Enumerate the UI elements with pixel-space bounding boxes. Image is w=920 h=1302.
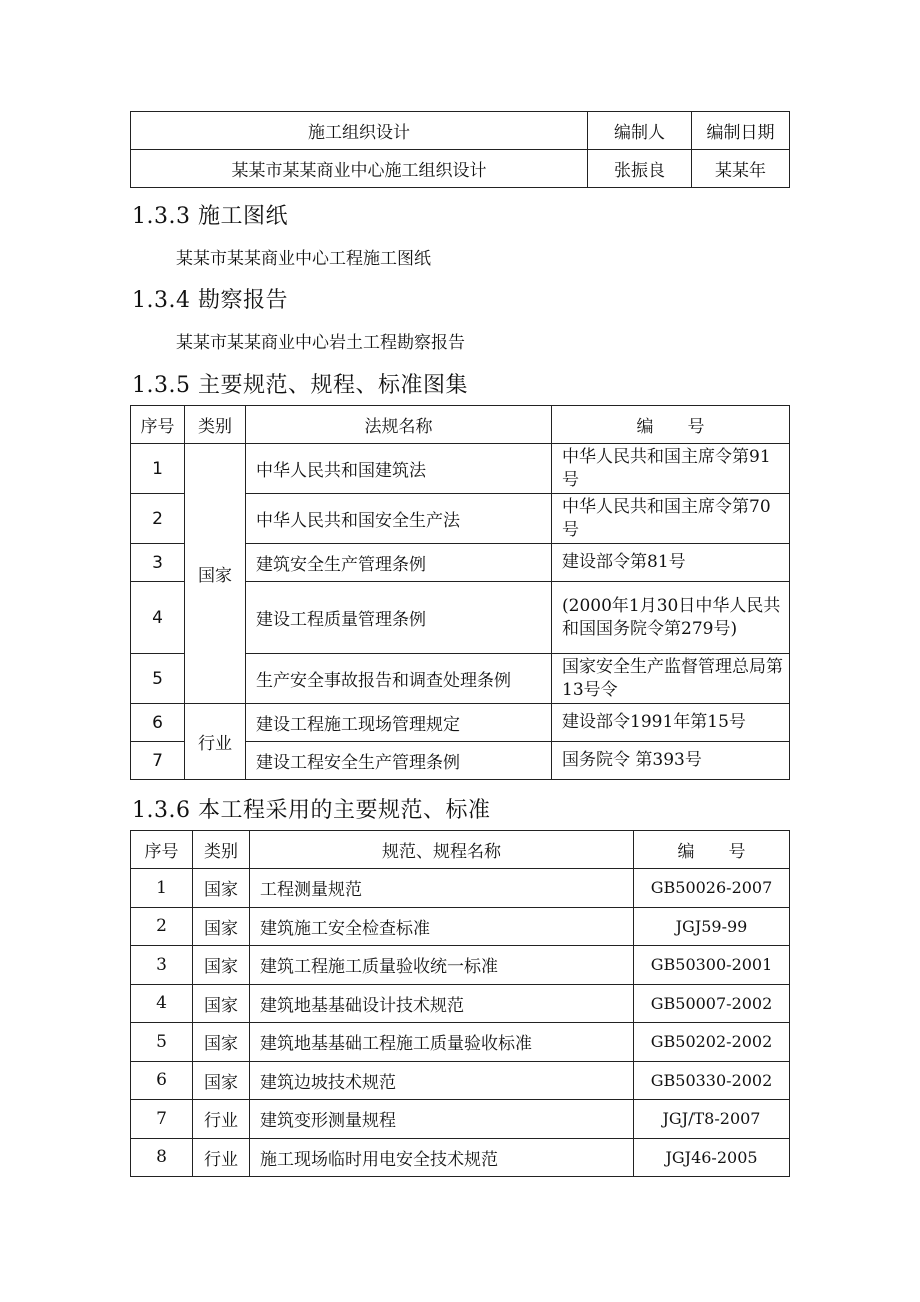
table-row <box>131 869 790 908</box>
doc-date-cell: 某某年 <box>692 150 790 188</box>
row-number: 2 <box>131 494 185 544</box>
row-number: 3 <box>131 544 185 582</box>
row-number: 6 <box>131 704 185 742</box>
standard-code: JGJ46-2005 <box>634 1138 790 1177</box>
table-row <box>131 1138 790 1177</box>
header-cell: 施工组织设计 <box>131 112 588 150</box>
row-number: 1 <box>131 869 193 908</box>
standard-code: JGJ59-99 <box>634 907 790 946</box>
category-cell: 国家 <box>193 984 250 1023</box>
row-number: 3 <box>131 946 193 985</box>
category-cell: 国家 <box>193 1061 250 1100</box>
row-number: 8 <box>131 1138 193 1177</box>
header-cell: 法规名称 <box>246 406 552 444</box>
law-code: 中华人民共和国主席令第70号 <box>552 494 790 544</box>
table-row <box>131 444 790 494</box>
category-cell-industry: 行业 <box>185 704 246 780</box>
laws-header-row <box>131 406 790 444</box>
standard-code: GB50330-2002 <box>634 1061 790 1100</box>
law-code: (2000年1月30日中华人民共和国国务院令第279号) <box>552 582 790 654</box>
category-cell: 国家 <box>193 946 250 985</box>
category-cell-national: 国家 <box>185 444 246 704</box>
standards-table <box>130 830 790 1177</box>
standard-name: 建筑施工安全检查标准 <box>250 907 634 946</box>
header-cell: 序号 <box>131 406 185 444</box>
table-row <box>131 984 790 1023</box>
standard-name: 建筑地基基础工程施工质量验收标准 <box>250 1023 634 1062</box>
standard-code: GB50202-2002 <box>634 1023 790 1062</box>
section-text-1-3-4: 某某市某某商业中心岩土工程勘察报告 <box>176 333 465 353</box>
header-cell: 编制日期 <box>692 112 790 150</box>
category-cell: 国家 <box>193 1023 250 1062</box>
section-heading-1-3-3: 1.3.3 施工图纸 <box>132 204 288 229</box>
row-number: 1 <box>131 444 185 494</box>
row-number: 5 <box>131 1023 193 1062</box>
category-cell: 国家 <box>193 907 250 946</box>
section-text-1-3-3: 某某市某某商业中心工程施工图纸 <box>176 249 431 269</box>
header-cell: 规范、规程名称 <box>250 831 634 869</box>
header-cell: 类别 <box>193 831 250 869</box>
standard-code: GB50300-2001 <box>634 946 790 985</box>
header-cell: 序号 <box>131 831 193 869</box>
row-number: 6 <box>131 1061 193 1100</box>
doc-title-cell: 某某市某某商业中心施工组织设计 <box>131 150 588 188</box>
standard-name: 建筑边坡技术规范 <box>250 1061 634 1100</box>
standard-name: 施工现场临时用电安全技术规范 <box>250 1138 634 1177</box>
row-number: 4 <box>131 984 193 1023</box>
row-number: 4 <box>131 582 185 654</box>
law-name: 中华人民共和国建筑法 <box>246 444 552 494</box>
law-name: 建设工程安全生产管理条例 <box>246 742 552 780</box>
section-heading-1-3-6: 1.3.6 本工程采用的主要规范、标准 <box>132 798 491 823</box>
standard-code: JGJ/T8-2007 <box>634 1100 790 1139</box>
standard-name: 建筑工程施工质量验收统一标准 <box>250 946 634 985</box>
law-code: 国家安全生产监督管理总局第13号令 <box>552 654 790 704</box>
table-row <box>131 1100 790 1139</box>
table-row <box>131 1023 790 1062</box>
category-cell: 国家 <box>193 869 250 908</box>
law-name: 建筑安全生产管理条例 <box>246 544 552 582</box>
law-name: 建设工程质量管理条例 <box>246 582 552 654</box>
header-cell: 编 号 <box>552 406 790 444</box>
row-number: 2 <box>131 907 193 946</box>
section-heading-1-3-5: 1.3.5 主要规范、规程、标准图集 <box>132 373 468 398</box>
standard-code: GB50026-2007 <box>634 869 790 908</box>
table-row <box>131 946 790 985</box>
design-doc-header-row <box>131 112 790 150</box>
row-number: 7 <box>131 742 185 780</box>
law-code: 建设部令1991年第15号 <box>552 704 790 742</box>
table-row <box>131 907 790 946</box>
laws-table <box>130 405 790 780</box>
table-row <box>131 1061 790 1100</box>
standard-name: 建筑变形测量规程 <box>250 1100 634 1139</box>
standard-code: GB50007-2002 <box>634 984 790 1023</box>
law-code: 中华人民共和国主席令第91号 <box>552 444 790 494</box>
law-name: 中华人民共和国安全生产法 <box>246 494 552 544</box>
doc-author-cell: 张振良 <box>588 150 692 188</box>
section-heading-1-3-4: 1.3.4 勘察报告 <box>132 288 288 313</box>
header-cell: 编 号 <box>634 831 790 869</box>
standard-name: 建筑地基基础设计技术规范 <box>250 984 634 1023</box>
standard-name: 工程测量规范 <box>250 869 634 908</box>
row-number: 5 <box>131 654 185 704</box>
category-cell: 行业 <box>193 1100 250 1139</box>
design-doc-table <box>130 111 790 188</box>
law-name: 建设工程施工现场管理规定 <box>246 704 552 742</box>
law-code: 国务院令 第393号 <box>552 742 790 780</box>
table-row <box>131 704 790 742</box>
design-doc-row <box>131 150 790 188</box>
law-code: 建设部令第81号 <box>552 544 790 582</box>
category-cell: 行业 <box>193 1138 250 1177</box>
standards-header-row <box>131 831 790 869</box>
row-number: 7 <box>131 1100 193 1139</box>
law-name: 生产安全事故报告和调查处理条例 <box>246 654 552 704</box>
header-cell: 编制人 <box>588 112 692 150</box>
header-cell: 类别 <box>185 406 246 444</box>
